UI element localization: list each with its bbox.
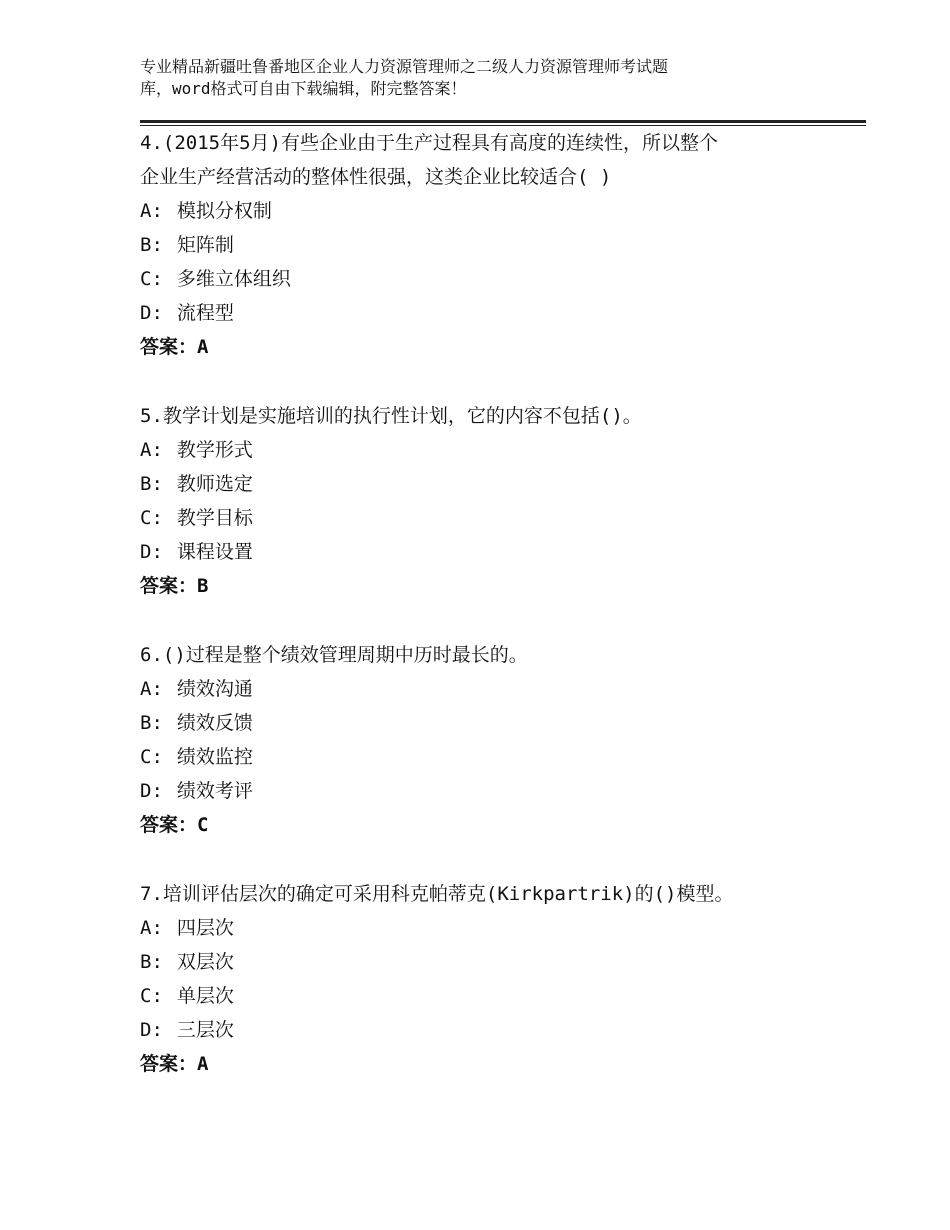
question-text (140, 399, 840, 433)
option-b (140, 467, 840, 501)
option-text: 绩效反馈 (176, 712, 253, 734)
option-text: 单层次 (176, 985, 234, 1007)
answer-line: 答案：A (140, 1053, 209, 1075)
question-line: 4.(2015年5月)有些企业由于生产过程具有高度的连续性，所以整个 (140, 132, 718, 154)
question-text (140, 126, 840, 194)
option-text: 双层次 (176, 951, 234, 973)
option-text: 绩效考评 (176, 780, 253, 802)
option-c (140, 501, 840, 535)
question-5 (140, 399, 840, 603)
option-key: C: (140, 746, 163, 768)
option-key: A: (140, 200, 163, 222)
option-c (140, 740, 840, 774)
option-key: D: (140, 1019, 163, 1041)
option-d (140, 535, 840, 569)
question-4 (140, 126, 840, 364)
option-b (140, 945, 840, 979)
option-text: 多维立体组织 (176, 268, 291, 290)
option-key: C: (140, 985, 163, 1007)
option-d (140, 296, 840, 330)
question-text (140, 877, 840, 911)
option-key: C: (140, 268, 163, 290)
header-line-2: 库，word格式可自由下载编辑，附完整答案！ (140, 79, 467, 98)
option-c (140, 262, 840, 296)
option-d (140, 1013, 840, 1047)
option-key: A: (140, 678, 163, 700)
option-key: A: (140, 439, 163, 461)
option-key: B: (140, 951, 163, 973)
option-b (140, 228, 840, 262)
option-a (140, 194, 840, 228)
document-header (140, 56, 780, 100)
option-key: A: (140, 917, 163, 939)
option-key: D: (140, 302, 163, 324)
option-key: B: (140, 712, 163, 734)
question-line: 6.()过程是整个绩效管理周期中历时最长的。 (140, 644, 528, 666)
answer-line: 答案：B (140, 575, 209, 597)
question-6 (140, 638, 840, 842)
option-key: C: (140, 507, 163, 529)
option-b (140, 706, 840, 740)
option-text: 课程设置 (176, 541, 253, 563)
option-a (140, 672, 840, 706)
option-key: D: (140, 780, 163, 802)
option-key: B: (140, 234, 163, 256)
option-d (140, 774, 840, 808)
question-line: 5.教学计划是实施培训的执行性计划，它的内容不包括()。 (140, 405, 642, 427)
option-text: 矩阵制 (176, 234, 234, 256)
option-c (140, 979, 840, 1013)
option-a (140, 433, 840, 467)
option-text: 流程型 (176, 302, 234, 324)
option-text: 教学形式 (176, 439, 253, 461)
option-a (140, 911, 840, 945)
question-line: 7.培训评估层次的确定可采用科克帕蒂克(Kirkpartrik)的()模型。 (140, 883, 734, 905)
option-text: 绩效沟通 (176, 678, 253, 700)
question-line: 企业生产经营活动的整体性很强，这类企业比较适合( ) (140, 166, 612, 188)
option-text: 三层次 (176, 1019, 234, 1041)
option-text: 四层次 (176, 917, 234, 939)
option-key: B: (140, 473, 163, 495)
answer-line: 答案：C (140, 814, 209, 836)
option-text: 教师选定 (176, 473, 253, 495)
header-line-1: 专业精品新疆吐鲁番地区企业人力资源管理师之二级人力资源管理师考试题 (140, 57, 669, 76)
answer-line: 答案：A (140, 336, 209, 358)
question-7 (140, 877, 840, 1081)
question-text (140, 638, 840, 672)
option-key: D: (140, 541, 163, 563)
header-divider-thick (140, 120, 866, 123)
option-text: 绩效监控 (176, 746, 253, 768)
option-text: 教学目标 (176, 507, 253, 529)
option-text: 模拟分权制 (176, 200, 272, 222)
